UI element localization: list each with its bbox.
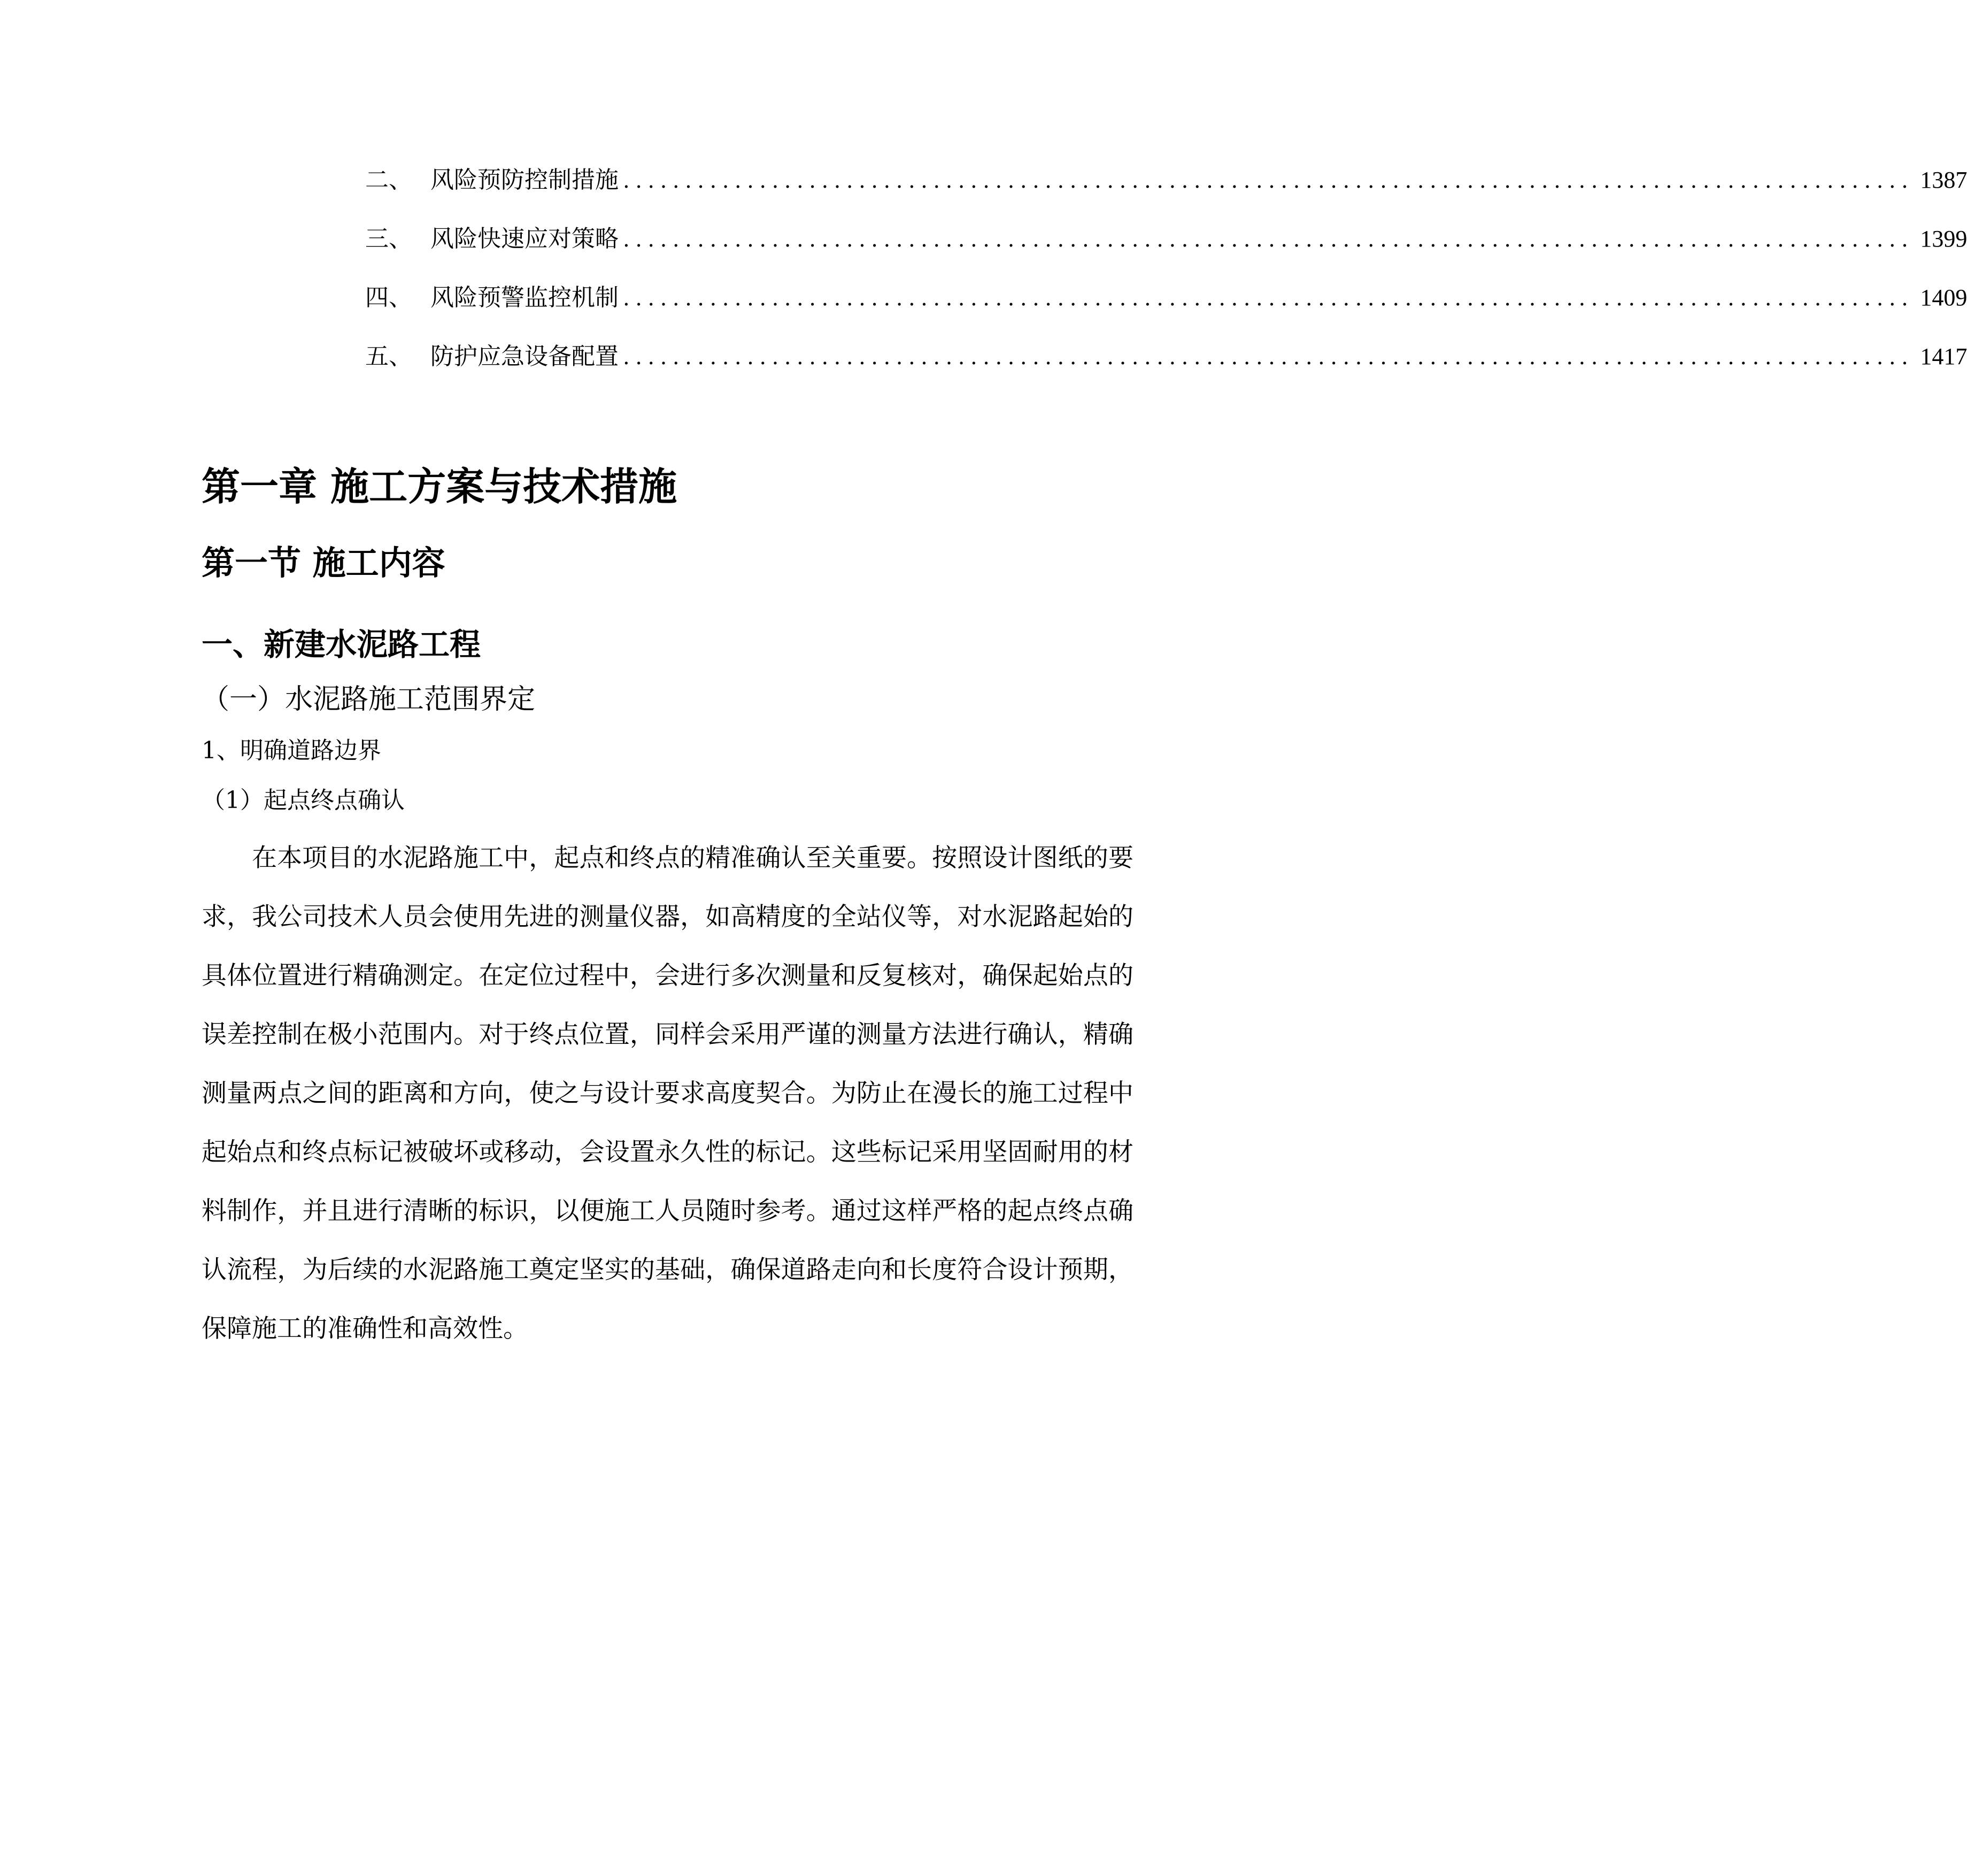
toc-entry-number: 五、 [365, 343, 412, 370]
toc-entry-number: 三、 [365, 225, 412, 252]
toc-entry[interactable] [365, 163, 1967, 197]
toc-entry-page: 1399 [1920, 226, 1967, 252]
section-title: 第一节 施工内容 [202, 543, 445, 582]
subsection-title: 一、新建水泥路工程 [202, 626, 481, 663]
toc-entry[interactable] [365, 222, 1967, 256]
chapter-title: 第一章 施工方案与技术措施 [202, 464, 677, 509]
toc-entry-title: 防护应急设备配置 [430, 343, 619, 370]
subsubsection-title: （一）水泥路施工范围界定 [202, 683, 536, 716]
toc-entry-number: 四、 [365, 284, 412, 311]
toc-entry-page: 1417 [1920, 343, 1967, 370]
toc-entry-title: 风险预防控制措施 [430, 166, 619, 194]
toc-leader-dots: ........................................................................................................ [623, 168, 1914, 193]
toc-entry[interactable] [365, 281, 1967, 315]
subitem-title: （1）起点终点确认 [202, 787, 405, 814]
toc-entry[interactable] [365, 340, 1967, 374]
toc-entry-page: 1387 [1920, 167, 1967, 193]
toc-entry-title: 风险快速应对策略 [430, 225, 619, 252]
toc-leader-dots: ........................................................................................................ [623, 227, 1914, 252]
item-title: 1、明确道路边界 [202, 737, 381, 764]
toc-leader-dots: ........................................................................................................ [623, 286, 1914, 311]
toc-entry-page: 1409 [1920, 285, 1967, 311]
toc-entry-title: 风险预警监控机制 [430, 284, 619, 311]
toc-leader-dots: ........................................................................................................ [623, 345, 1914, 370]
toc-entry-number: 二、 [365, 166, 412, 194]
body-paragraph: 在本项目的水泥路施工中，起点和终点的精准确认至关重要。按照设计图纸的要求，我公司技术人员会使用先进的测量仪器，如高精度的全站仪等，对水泥路起始的具体位置进行精确测定。在定位过程中，会进行多次测量和反复核对，确保起始点的误差控制在极小范围内。对于终点位置，同样会采用严谨的测量方法进行确认，精确测量两点之间的距离和方向，使之与设计要求高度契合。为防止在漫长的施工过程中起始点和终点标记被破坏或移动，会设置永久性的标记。这些标记采用坚固耐用的材料制作，并且进行清晰的标识，以便施工人员随时参考。通过这样严格的起点终点确认流程，为后续的水泥路施工奠定坚实的基础，确保道路走向和长度符合设计预期，保障施工的准确性和高效性。 [202, 843, 1133, 1343]
